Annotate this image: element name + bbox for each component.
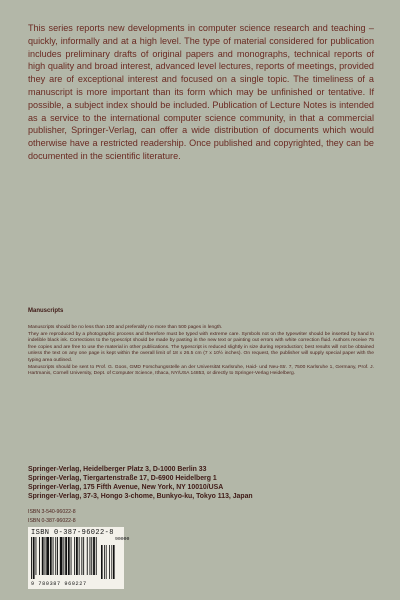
barcode-addon-text: 90000 xyxy=(115,537,130,542)
series-description: This series reports new developments in computer science research and teaching – quickly, informally and at a high level. The type of material considered for publication includes preliminary drafts of original papers and monographs, technical reports of high quality and broad interest, advanced level lectures, reports of meetings, provided they are of exceptional interest and focused on a single topic. The timeliness of a manuscript is more important than its form which may be unfinished or tentative. If possible, a subject index should be included. Publication of Lecture Notes is intended as a service to the international computer science community, in that a commercial publisher, Springer-Verlag, can offer a wide distribution of documents which would otherwise have a restricted readership. Once published and copyrighted, they can be documented in the scientific literature. xyxy=(28,23,374,161)
barcode-ean-text: 9 780387 960227 xyxy=(31,581,87,587)
manuscripts-instructions xyxy=(28,325,374,378)
barcode-isbn-text: ISBN 0-387-96022-8 xyxy=(31,529,114,537)
manuscripts-paragraph-submission: Manuscripts should be sent to Prof. G. Goos, GMD Forschungsstelle an der Universität Karlsruhe, Haid- und Neu-Str. 7, 7500 Karlsruhe 1, Germany, Prof. J. Hartmanis, Cornell University, Dept. of Computer Science, Ithaca, NY/USA 14853, or directly to Springer-Verlag Heidelberg. xyxy=(28,364,374,377)
publisher-addresses xyxy=(28,466,374,502)
barcode-label xyxy=(28,527,130,589)
address-tokyo: Springer-Verlag, 37-3, Hongo 3-chome, Bunkyo-ku, Tokyo 113, Japan xyxy=(28,492,253,500)
barcode-icon xyxy=(31,537,115,579)
isbn-block xyxy=(28,508,76,525)
isbn-german: ISBN 3-540-96022-8 xyxy=(28,509,76,515)
manuscripts-heading: Manuscripts xyxy=(28,308,64,314)
manuscripts-paragraph-typing: They are reproduced by a photographic process and therefore must be typed with extreme care. Symbols not on the typewriter should be inserted by hand in indelible black ink. Corrections to the typescript should be made by pasting in the new text or painting out errors with white correction fluid. Authors receive 75 free copies and are free to use the material in other publications. The typescript is reduced slightly in size during reproduction; best results will not be obtained unless the text on any one page is kept within the overall limit of 18 x 26.5 cm (7 x 10½ inches). On request, the publisher will supply special paper with the typing area outlined. xyxy=(28,331,374,363)
manuscripts-paragraph-length: Manuscripts should be no less than 100 and preferably no more than 500 pages in length. xyxy=(28,325,223,330)
address-heidelberg: Springer-Verlag, Tiergartenstraße 17, D-6900 Heidelberg 1 xyxy=(28,474,217,482)
isbn-us: ISBN 0-387-96022-8 xyxy=(28,517,76,524)
address-new-york: Springer-Verlag, 175 Fifth Avenue, New York, NY 10010/USA xyxy=(28,483,224,491)
address-berlin: Springer-Verlag, Heidelberger Platz 3, D-1000 Berlin 33 xyxy=(28,466,207,473)
